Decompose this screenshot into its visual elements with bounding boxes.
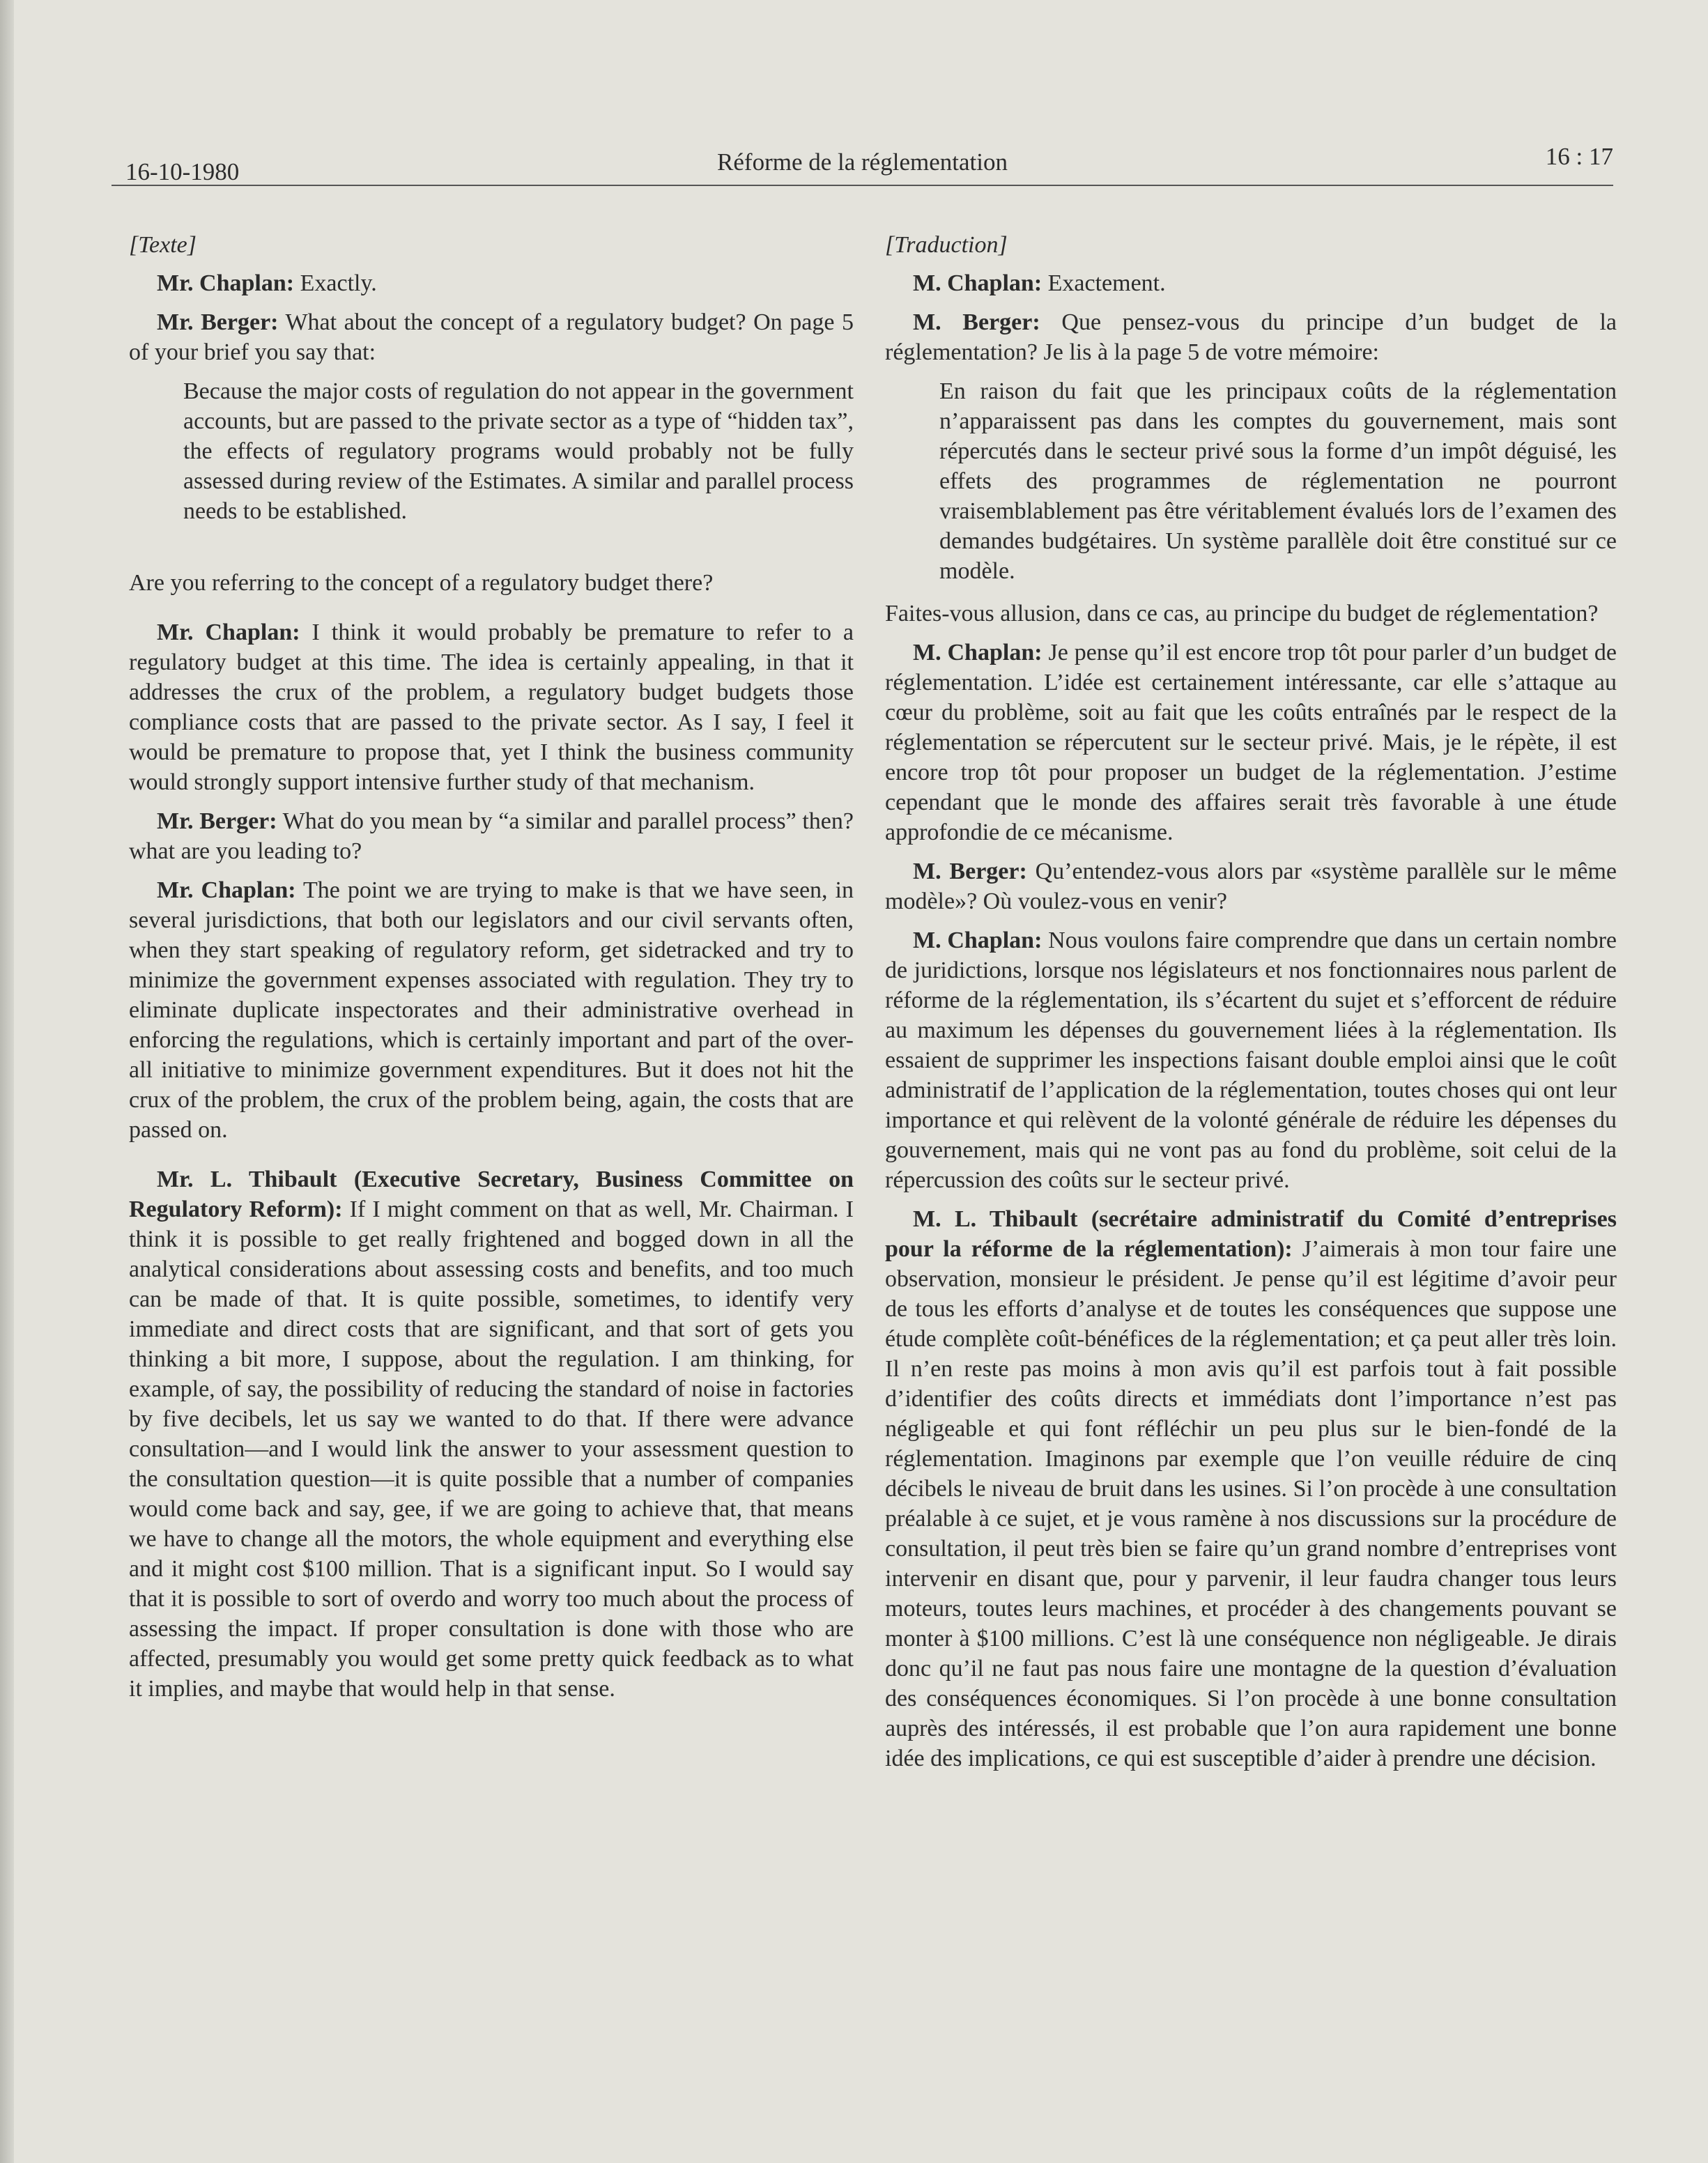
paragraph [885, 638, 1617, 847]
speech: I think it would probably be premature to refer to a regulatory budget at this time. The idea is certainly appealing, in that it addresses the crux of the problem, a regulatory budget budgets those compliance costs that are passed to the private sector. As I say, I feel it would be premature to propose that, yet I think the business community would strongly support intensive further study of that mechanism. [129, 619, 854, 795]
speech: Je pense qu’il est encore trop tôt pour parler d’un budget de réglementation. L’idée est certainement intéressante, car elle s’attaque au cœur du problème, soit au fait que les coûts entraînés par le respect de la réglementation se répercutent sur le secteur privé. Mais, je le répète, il est encore trop tôt pour proposer un budget de la réglementation. J’estime cependant que le monde des affaires serait très favorable à une étude approfondie de ce mécanisme. [885, 640, 1617, 845]
header-date: 16-10-1980 [125, 158, 240, 185]
header-title: Réforme de la réglementation [717, 148, 1008, 176]
paragraph [885, 307, 1617, 367]
section-label: [Texte] [129, 232, 197, 258]
speech: Nous voulons faire comprendre que dans un certain nombre de juridictions, lorsque nos législateurs et nos fonctionnaires nous parlent de réforme de la réglementation, ils s’écartent du sujet et s’efforcent de réduire au maximum les dépenses du gouvernement liées à la réglementation. Ils essaient de supprimer les inspections faisant double emploi ainsi que le coût administratif de l’application de la réglementation, toutes choses qui ont leur importance et qui relèvent de la volonté générale de réduire les dépenses du gouvernement, mais qui ne vont pas au fond du problème, soit celui de la répercussion des coûts sur le secteur privé. [885, 927, 1617, 1193]
binding-edge [0, 0, 14, 2163]
speech: What do you mean by “a similar and parallel process” then? what are you leading to? [129, 808, 854, 864]
paragraph [129, 268, 854, 298]
speech: Exactement. [1042, 270, 1166, 296]
speech: What about the concept of a regulatory budget? On page 5 of your brief you say that: [129, 309, 854, 365]
paragraph [129, 875, 854, 1145]
paragraph [885, 925, 1617, 1195]
paragraph [129, 1164, 854, 1704]
speaker: M. Chaplan: [913, 927, 1043, 953]
paragraph [129, 307, 854, 367]
french-column [885, 230, 1617, 1783]
speech: Qu’entendez-vous alors par «système parallèle sur le même modèle»? Où voulez-vous en venir? [885, 859, 1617, 914]
page-header [111, 143, 1613, 186]
speech: If I might comment on that as well, Mr. Chairman. I think it is possible to get really frightened and bogged down in all the analytical considerations about assessing costs and benefits, and too much can be made of that. It is quite possible, sometimes, to identify very immediate and direct costs that are significant, and that sort of gets you thinking a bit more, I suppose, about the regulation. I am thinking, for example, of say, the possibility of reducing the standard of noise in factories by five decibels, let us say we wanted to do that. If there were advance consultation—and I would link the answer to your assessment question to the consultation question—it is quite possible that a number of companies would come back and say, gee, if we are going to achieve that, that means we have to change all the motors, the whole equipment and everything else and it might cost $100 million. That is a significant input. So I would say that it is possible to sort of overdo and worry too much about the process of assessing the impact. If proper consultation is done with those who are affected, presumably you would get some pretty quick feedback as to what it implies, and maybe that would help in that sense. [129, 1196, 854, 1702]
speaker: M. Chaplan: [913, 640, 1043, 665]
speech: Exactly. [294, 270, 377, 296]
speaker: Mr. Chaplan: [157, 270, 295, 296]
paragraph [129, 806, 854, 866]
speaker: Mr. Chaplan: [157, 877, 296, 903]
paragraph [885, 1204, 1617, 1773]
speaker: Mr. Berger: [157, 309, 279, 335]
speech: Que pensez-vous du principe d’un budget de la réglementation? Je lis à la page 5 de votre mémoire: [885, 309, 1617, 365]
block-quote: Because the major costs of regulation do not appear in the government accounts, but are passed to the private sector as a type of “hidden tax”, the effects of regulatory programs would probably not be fully assessed during review of the Estimates. A similar and parallel process needs to be established. [183, 378, 854, 524]
speaker: Mr. Chaplan: [157, 619, 300, 645]
speaker: Mr. L. Thibault (Executive Secretary, Business Committee on Regulatory Reform): [129, 1167, 854, 1222]
speaker: Mr. Berger: [157, 808, 277, 834]
speaker: M. Berger: [913, 859, 1027, 884]
speaker: M. L. Thibault (secrétaire administratif du Comité d’entreprises pour la réforme de la réglementation): [885, 1206, 1617, 1262]
speaker: M. Berger: [913, 309, 1040, 335]
paragraph [885, 268, 1617, 298]
block-quote: En raison du fait que les principaux coûts de la réglementation n’apparaissent pas dans les comptes du gouvernement, mais sont répercutés dans le secteur privé sous la forme d’un impôt déguisé, les effets des programmes de réglementation ne pourront vraisemblablement pas être véritablement évalués lors de l’examen des demandes budgétaires. Un système parallèle doit être constitué sur ce modèle. [939, 378, 1617, 584]
paragraph [129, 617, 854, 797]
paragraph [885, 856, 1617, 916]
section-label: [Traduction] [885, 232, 1008, 258]
speech: The point we are trying to make is that we have seen, in several jurisdictions, that both our legislators and our civil servants often, when they start speaking of regulatory reform, get sidetracked and try to minimize the government expenses associated with regulation. They try to eliminate duplicate inspectorates and their administrative overhead in enforcing the regulations, which is certainly important and part of the over-all initiative to minimize government expenditures. But it does not hit the crux of the problem, the crux of the problem being, again, the costs that are passed on. [129, 877, 854, 1143]
page-number: 16 : 17 [1545, 143, 1613, 170]
speech: J’aimerais à mon tour faire une observation, monsieur le président. Je pense qu’il est légitime d’avoir peur de tous les efforts d’analyse et de toutes les conséquences que suppose une étude complète coût-bénéfices de la réglementation; et ça peut aller très loin. Il n’en reste pas moins à mon avis qu’il est parfois tout à fait possible d’identifier des coûts directs et immédiats dont l’importance n’est pas négligeable et qui font réfléchir un peu plus sur le bien-fondé de la réglementation. Imaginons par exemple que l’on veuille réduire de cinq décibels le niveau de bruit dans les usines. Si l’on procède à une consultation préalable à ce sujet, et je vous ramène à nos discussions sur la procédure de consultation, il peut très bien se faire qu’un grand nombre d’entreprises vont intervenir en disant que, pour y parvenir, il leur faudra changer tous leurs moteurs, toutes leurs machines, et procéder à des changements pouvant se monter à $100 millions. C’est là une conséquence non négligeable. Je dirais donc qu’il ne faut pas nous faire une montagne de la question d’évaluation des conséquences économiques. Si l’on procède à une bonne consultation auprès des intéressés, il est probable que l’on aura rapidement une bonne idée des implications, ce qui est susceptible d’aider à prendre une décision. [885, 1236, 1617, 1771]
paragraph: Are you referring to the concept of a regulatory budget there? [129, 570, 714, 596]
paragraph: Faites-vous allusion, dans ce cas, au principe du budget de réglementation? [885, 601, 1599, 626]
speaker: M. Chaplan: [913, 270, 1043, 296]
english-column [129, 230, 854, 1713]
